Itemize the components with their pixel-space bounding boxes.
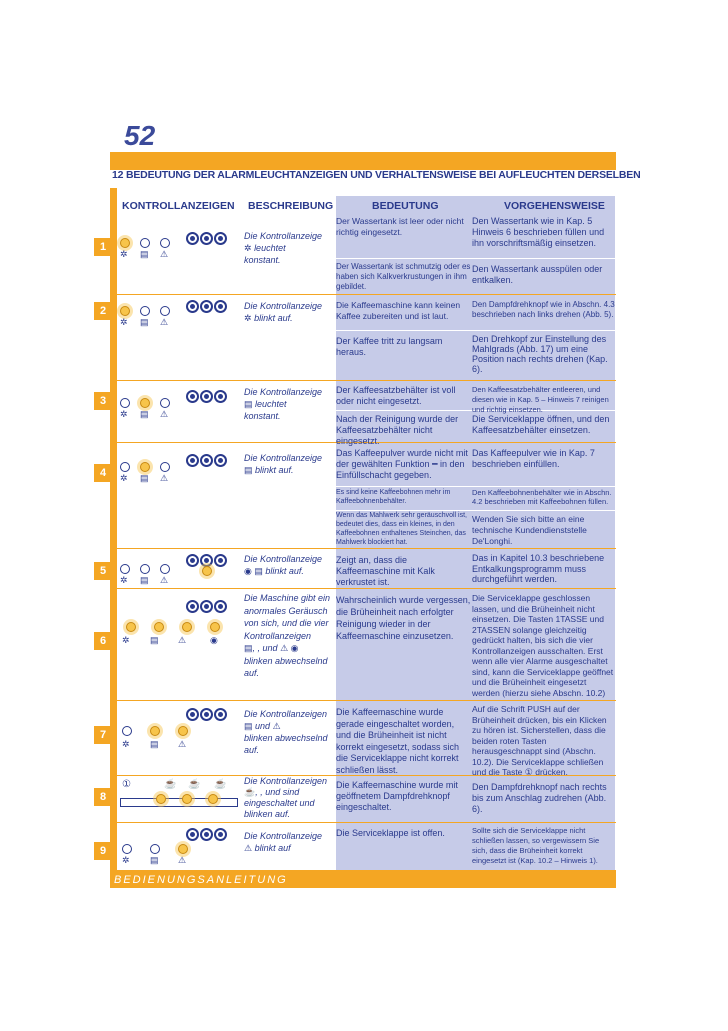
led-lit-icon [120, 238, 130, 248]
warning-icon: ⚠ [178, 739, 187, 749]
indicator-panel [118, 596, 238, 666]
cup-icon: ☕ [214, 779, 227, 790]
desc-line: Die Kontrollanzeige [244, 231, 323, 241]
warning-icon: ⚠ [160, 409, 169, 419]
knob-icon [214, 828, 227, 841]
knob-icon [214, 708, 227, 721]
cell-separator [336, 258, 615, 259]
col-kontrollanzeigen: KONTROLLANZEIGEN [122, 200, 235, 212]
led-icon [150, 844, 160, 854]
grounds-icon: ▤ [140, 317, 149, 327]
desc-text: blinkt auf [254, 843, 291, 853]
descale-icon: ◉ [244, 566, 252, 576]
row-separator [117, 700, 616, 701]
grounds-icon: ▤ [254, 566, 263, 576]
row3-description [244, 386, 334, 422]
cell-separator [336, 330, 615, 331]
desc-line: blinken abwechselnd auf. [244, 733, 328, 755]
section-heading: 12 BEDEUTUNG DER ALARMLEUCHTANZEIGEN UND VERHALTENSWEISE BEI AUFLEUCHTEN DERSELBEN [112, 169, 641, 181]
desc-line: Die Kontrollanzeigen [244, 776, 328, 786]
col-vorgehensweise: VORGEHENSWEISE [504, 200, 605, 212]
row4-meaning-3: Wenn das Mahlwerk sehr geräuschvoll ist, bedeutet dies, dass ein kleines, in den Kaffeebohnen enthaltenes Steinchen, das Mahlwerk blockiert hat. [336, 512, 467, 546]
led-icon [122, 726, 132, 736]
indicator-panel [118, 776, 238, 822]
knob-icon [186, 828, 199, 841]
led-icon [120, 564, 130, 574]
descale-icon: ◉ [290, 643, 299, 653]
grounds-icon: ▤ [140, 409, 149, 419]
grounds-icon: ▤ [140, 249, 149, 259]
led-icon [160, 462, 170, 472]
desc-text: und [255, 721, 271, 731]
page-number: 52 [124, 120, 156, 151]
grounds-icon: ▤ [140, 473, 149, 483]
warning-icon: ⚠ [244, 843, 253, 853]
warning-icon: ⚠ [160, 249, 169, 259]
led-icon [160, 564, 170, 574]
row5-description [244, 553, 334, 577]
led-blinking-icon [120, 306, 130, 316]
row1-meaning-2: Der Wassertank ist schmutzig oder es haben sich Kalkverkrustungen in ihm gebildet. [336, 262, 471, 291]
row4-meaning-2: Es sind keine Kaffeebohnen mehr im Kaffeebohnenbehälter. [336, 489, 451, 505]
indicator-panel [118, 824, 238, 870]
desc-text: blinkt auf. [254, 313, 293, 323]
knob-icon [186, 600, 199, 613]
action-text: drücken. [535, 767, 568, 777]
led-icon [140, 564, 150, 574]
row6-action-1: Die Serviceklappe geschlossen lassen, und die Brüheinheit nicht einsetzen. Die Tasten 1TASSE und 2TASSEN solange gleichzeitig gedrückt halten, bis sich die vier Kontrollanzeigen ausschalten. Erst wenn alle vier Alarme ausgeschaltet sind, kann die Serviceklappe geöffnet und die Brüheinheit eingesetzt werden (hierzu siehe Abschn. 10.2) [472, 593, 614, 698]
cell-separator [336, 486, 615, 487]
desc-line [244, 842, 334, 854]
button-panel [120, 798, 238, 807]
knob-icon [200, 232, 213, 245]
steam-icon: ✲ [120, 473, 128, 483]
row1-description [244, 230, 334, 266]
row3-meaning-1: Der Kaffeesatzbehälter ist voll oder nicht eingesetzt. [336, 385, 456, 406]
desc-line: Die Kontrollanzeige [244, 387, 323, 397]
led-blinking-icon [150, 726, 160, 736]
knob-icon [214, 554, 227, 567]
cup-icon: ☕ [188, 779, 201, 790]
row9-action-1: Sollte sich die Serviceklappe nicht schließen lassen, so vergewissern Sie sich, dass die Brüheinheit korrekt eingesetzt ist (Kap. 10.2 – Hinweis 1). [472, 826, 600, 865]
knob-icon [200, 600, 213, 613]
row6-description [244, 592, 334, 680]
led-blinking-icon [126, 622, 136, 632]
desc-line [244, 312, 334, 324]
desc-line: konstant. [244, 255, 281, 265]
knob-icon [200, 454, 213, 467]
grounds-icon: ▤ [150, 855, 159, 865]
led-icon [160, 398, 170, 408]
led-blinking-icon [210, 622, 220, 632]
led-blinking-icon [182, 622, 192, 632]
row5-action-1: Das in Kapitel 10.3 beschriebene Entkalkungsprogramm muss durchgeführt werden. [472, 553, 605, 584]
knob-icon [186, 454, 199, 467]
knob-icon [214, 390, 227, 403]
grounds-icon: ▤ [244, 399, 253, 409]
desc-line [244, 642, 334, 655]
led-icon [160, 306, 170, 316]
desc-text: , , und [252, 643, 278, 653]
descale-icon: ◉ [210, 635, 218, 645]
cup-icon: ☕ [164, 779, 177, 790]
led-blinking-icon [156, 794, 166, 804]
row2-description [244, 300, 334, 324]
footer-title: BEDIENUNGSANLEITUNG [114, 874, 288, 886]
row6-meaning-1: Wahrscheinlich wurde vergessen, die Brüheinheit nach erfolgter Reinigung wieder in der Kaffeemaschine einzusetzen. [336, 595, 471, 641]
grounds-icon: ▤ [150, 635, 159, 645]
led-icon [120, 398, 130, 408]
row-number: 6 [99, 635, 107, 647]
warning-icon: ⚠ [178, 855, 187, 865]
row2-action-2: Den Drehkopf zur Einstellung des Mahlgrads (Abb. 17) um eine Position nach rechts drehen (Kap. 6). [472, 334, 608, 374]
row-number: 4 [99, 467, 107, 479]
desc-line: Die Kontrollanzeige [244, 554, 323, 564]
row-separator [117, 822, 616, 823]
knob-icon [214, 232, 227, 245]
desc-line [244, 720, 334, 732]
indicator-panel [118, 548, 238, 588]
row-number: 3 [99, 395, 107, 407]
steam-icon: ✲ [120, 409, 128, 419]
desc-text: blinkt auf. [265, 566, 304, 576]
desc-text: leuchtet [255, 399, 287, 409]
row1-action-2: Den Wassertank ausspülen oder entkalken. [472, 264, 603, 285]
knob-icon [200, 300, 213, 313]
steam-icon: ✲ [120, 249, 128, 259]
desc-line: konstant. [244, 411, 281, 421]
row5-meaning-1: Zeigt an, dass die Kaffeemaschine mit Kalk verkrustet ist. [336, 555, 435, 587]
row9-description [244, 830, 334, 854]
warning-icon: ⚠ [178, 635, 187, 645]
led-icon [160, 238, 170, 248]
steam-icon: ✲ [244, 313, 252, 323]
row7-meaning-1: Die Kaffeemaschine wurde gerade eingeschaltet worden, und die Brüheinheit ist nicht korrekt eingesetzt, sodass sich die Serviceklappe nicht korrekt schließen lässt. [336, 707, 460, 775]
knob-icon [214, 300, 227, 313]
grounds-icon: ▤ [244, 465, 253, 475]
row-number: 1 [99, 241, 107, 253]
knob-icon [186, 554, 199, 567]
row1-meaning-1: Der Wassertank ist leer oder nicht richtig eingesetzt. [336, 216, 464, 237]
led-blinking-icon [154, 622, 164, 632]
scoop-icon: ━ [432, 459, 438, 469]
indicator-panel [118, 446, 238, 486]
desc-line [244, 242, 334, 254]
row4-description [244, 452, 334, 476]
row2-meaning-1: Die Kaffeemaschine kann keinen Kaffee zubereiten und ist laut. [336, 300, 461, 321]
led-blinking-icon [208, 794, 218, 804]
desc-line: Die Maschine gibt ein anormales Geräusch von sich, und die vier Kontrollanzeigen [244, 593, 331, 641]
led-icon [122, 844, 132, 854]
row-separator [117, 380, 616, 381]
knob-icon [214, 600, 227, 613]
warning-icon: ⚠ [272, 721, 281, 731]
led-blinking-icon [182, 794, 192, 804]
row4-action-3: Wenden Sie sich bitte an eine technische Kundendienststelle De'Longhi. [472, 514, 587, 546]
knob-icon [186, 300, 199, 313]
knob-icon [200, 390, 213, 403]
indicator-panel [118, 382, 238, 422]
led-icon [140, 306, 150, 316]
row7-action-1 [472, 704, 615, 778]
desc-line: Die Kontrollanzeige [244, 301, 323, 311]
steam-icon: ✲ [122, 855, 130, 865]
steam-icon: ✲ [122, 635, 130, 645]
action-text: Auf die Schrift PUSH auf der Brüheinheit drücken, bis ein Klicken zu hören ist. Sicherstellen, dass die beiden roten Tasten herausgeschnappt sind (Abschn. 10.2). Die Serviceklappe schließen und die Taste [472, 704, 607, 777]
led-blinking-icon [178, 726, 188, 736]
grounds-icon: ▤ [244, 643, 253, 653]
row-number: 7 [99, 729, 107, 741]
indicator-panel [118, 702, 238, 762]
led-icon [140, 238, 150, 248]
grounds-icon: ▤ [150, 739, 159, 749]
knob-icon [200, 708, 213, 721]
desc-line: Die Kontrollanzeige [244, 453, 323, 463]
warning-icon: ⚠ [160, 473, 169, 483]
row3-meaning-2: Nach der Reinigung wurde der Kaffeesatzbehälter nicht eingesetzt. [336, 414, 459, 446]
led-blinking-icon [202, 566, 212, 576]
row9-meaning-1: Die Serviceklappe ist offen. [336, 828, 445, 838]
row4-action-1: Das Kaffeepulver wie in Kap. 7 beschrieben einfüllen. [472, 448, 595, 469]
desc-line: Die Kontrollanzeige [244, 831, 323, 841]
grounds-icon: ▤ [140, 575, 149, 585]
knob-icon [200, 828, 213, 841]
warning-icon: ⚠ [160, 575, 169, 585]
indicator-panel [118, 226, 238, 262]
row8-action-1: Den Dampfdrehknopf nach rechts bis zum Anschlag zudrehen (Abb. 6). [472, 782, 607, 814]
row-separator [117, 588, 616, 589]
indicator-panel [118, 294, 238, 330]
col-beschreibung: BESCHREIBUNG [248, 200, 334, 212]
steam-icon: ✲ [120, 317, 128, 327]
left-strip [110, 188, 117, 871]
row8-description [244, 776, 334, 820]
meaning-text: in den Einfüllschacht gegeben. [336, 459, 465, 480]
desc-line [244, 787, 334, 820]
steam-icon: ✲ [122, 739, 130, 749]
desc-line [244, 464, 334, 476]
cup-icon: ☕ [244, 787, 256, 797]
info-icon: ① [524, 767, 533, 777]
steam-icon: ✲ [120, 575, 128, 585]
row-number: 5 [99, 565, 107, 577]
row2-action-1: Den Dampfdrehknopf wie in Abschn. 4.3 beschrieben nach links drehen (Abb. 5). [472, 300, 615, 319]
desc-line [244, 565, 334, 577]
knob-icon [214, 454, 227, 467]
row3-action-2: Die Serviceklappe öffnen, und den Kaffeesatzbehälter einsetzen. [472, 414, 610, 435]
desc-line: Die Kontrollanzeigen [244, 709, 328, 719]
steam-icon: ✲ [244, 243, 252, 253]
row7-description [244, 708, 334, 756]
row8-meaning-1: Die Kaffeemaschine wurde mit geöffnetem Dampfdrehknopf eingeschaltet. [336, 780, 458, 812]
knob-icon [186, 708, 199, 721]
desc-text: leuchtet [254, 243, 286, 253]
row2-meaning-2: Der Kaffee tritt zu langsam heraus. [336, 336, 443, 357]
knob-icon [186, 390, 199, 403]
knob-icon [186, 232, 199, 245]
row-number: 9 [99, 845, 107, 857]
grounds-icon: ▤ [244, 721, 253, 731]
row-number: 2 [99, 305, 107, 317]
row3-action-1: Den Kaffeesatzbehälter entleeren, und diesen wie in Kap. 5 – Hinweis 7 reinigen und richtig einsetzen. [472, 385, 609, 414]
info-icon: ① [122, 779, 131, 790]
led-lit-icon [140, 398, 150, 408]
desc-line [244, 398, 334, 410]
warning-icon: ⚠ [280, 643, 289, 653]
led-icon [120, 462, 130, 472]
desc-text: blinkt auf. [255, 465, 294, 475]
meaning-text: Das Kaffeepulver wurde nicht mit der gewählten Funktion [336, 448, 468, 469]
warning-icon: ⚠ [160, 317, 169, 327]
row4-action-2: Den Kaffeebohnenbehälter wie in Abschn. 4.2 beschrieben mit Kaffeebohnen füllen. [472, 488, 612, 506]
led-blinking-icon [140, 462, 150, 472]
desc-text: , , und sind eingeschaltet und blinken auf. [244, 787, 315, 819]
desc-line: blinken abwechselnd auf. [244, 655, 328, 678]
row4-meaning-1 [336, 448, 471, 481]
row1-action-1: Den Wassertank wie in Kap. 5 Hinweis 6 beschrieben füllen und ihn vorschriftsmäßig einsetzen. [472, 216, 605, 248]
col-bedeutung: BEDEUTUNG [372, 200, 439, 212]
led-blinking-icon [178, 844, 188, 854]
row-number: 8 [99, 791, 107, 803]
